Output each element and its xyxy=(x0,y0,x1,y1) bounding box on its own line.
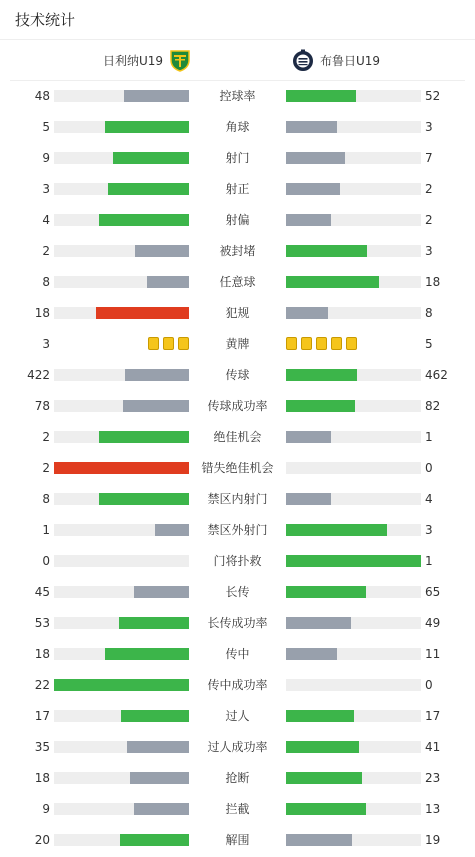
away-stat-value: 0 xyxy=(425,461,433,475)
stat-row xyxy=(0,81,475,112)
away-stat-bar-fill xyxy=(286,772,362,784)
stat-label: 传中成功率 xyxy=(207,678,268,692)
home-stat-value: 2 xyxy=(42,244,50,258)
home-stat-value: 2 xyxy=(42,430,50,444)
away-stat-bar xyxy=(286,121,421,133)
home-stat-bar xyxy=(54,276,189,288)
stat-label: 错失绝佳机会 xyxy=(201,461,274,475)
away-stat-bar xyxy=(286,214,421,226)
yellow-card-icon xyxy=(331,337,342,350)
home-stat-value: 9 xyxy=(42,151,50,165)
away-stat-bar xyxy=(286,617,421,629)
away-stat-bar xyxy=(286,586,421,598)
away-stat-value: 1 xyxy=(425,554,433,568)
stat-label: 犯规 xyxy=(225,306,250,320)
stat-row xyxy=(0,577,475,608)
away-stat-value: 49 xyxy=(425,616,441,630)
stat-label: 禁区外射门 xyxy=(207,523,268,537)
away-stat-bar-fill xyxy=(286,493,331,505)
stat-row xyxy=(0,143,475,174)
yellow-card-icon xyxy=(346,337,357,350)
home-stat-bar-fill xyxy=(124,90,189,102)
stat-row xyxy=(0,360,475,391)
away-stat-bar xyxy=(286,834,421,846)
home-stat-bar xyxy=(54,710,189,722)
stat-label: 长传 xyxy=(225,585,250,599)
stat-label: 控球率 xyxy=(219,89,256,103)
away-stat-bar xyxy=(286,648,421,660)
home-stat-value: 18 xyxy=(34,306,50,320)
away-stat-bar xyxy=(286,679,421,691)
stat-row xyxy=(0,639,475,670)
home-team[interactable] xyxy=(103,40,191,80)
stat-label: 射正 xyxy=(225,182,250,196)
away-stat-bar-fill xyxy=(286,400,355,412)
stat-label: 被封堵 xyxy=(219,244,256,258)
home-stat-bar xyxy=(54,648,189,660)
away-stat-bar-fill xyxy=(286,524,387,536)
yellow-card-icon xyxy=(178,337,189,350)
stat-label: 角球 xyxy=(225,120,250,134)
home-stat-bar xyxy=(54,772,189,784)
home-stat-bar-fill xyxy=(123,400,189,412)
home-stat-bar-fill xyxy=(121,710,189,722)
stat-row xyxy=(0,484,475,515)
away-stat-value: 41 xyxy=(425,740,441,754)
away-stat-bar-fill xyxy=(286,617,351,629)
yellow-card-icon xyxy=(286,337,297,350)
home-stat-bar-fill xyxy=(134,586,189,598)
stat-label: 射偏 xyxy=(225,213,250,227)
home-stat-value: 18 xyxy=(34,647,50,661)
away-stat-bar-fill xyxy=(286,648,337,660)
section-header xyxy=(0,0,475,40)
away-stat-bar xyxy=(286,276,421,288)
away-stat-value: 3 xyxy=(425,523,433,537)
away-stat-value: 19 xyxy=(425,833,441,847)
home-stat-value: 53 xyxy=(34,616,50,630)
stat-row xyxy=(0,763,475,794)
away-stat-bar xyxy=(286,803,421,815)
stat-label: 绝佳机会 xyxy=(213,430,262,444)
away-team-name: 布鲁日U19 xyxy=(320,53,381,68)
home-team-name: 日利纳U19 xyxy=(103,53,164,68)
home-stat-bar-fill xyxy=(99,431,189,443)
home-stat-value: 422 xyxy=(27,368,50,382)
home-stat-bar xyxy=(54,462,189,474)
home-stat-value: 17 xyxy=(34,709,50,723)
away-stat-value: 1 xyxy=(425,430,433,444)
home-stat-bar xyxy=(54,121,189,133)
away-stat-value: 11 xyxy=(425,647,441,661)
away-stat-bar xyxy=(286,524,421,536)
away-stat-bar-fill xyxy=(286,214,331,226)
home-stat-value: 22 xyxy=(34,678,50,692)
stat-label: 禁区内射门 xyxy=(207,492,268,506)
home-stat-value: 48 xyxy=(34,89,50,103)
home-stat-bar xyxy=(54,245,189,257)
stat-label: 门将扑救 xyxy=(213,554,262,568)
away-stat-bar-fill xyxy=(286,90,356,102)
stat-row xyxy=(0,174,475,205)
away-stat-bar xyxy=(286,493,421,505)
away-stat-bar-fill xyxy=(286,803,366,815)
home-stat-bar xyxy=(54,90,189,102)
stat-label: 解围 xyxy=(225,833,250,847)
home-stat-value: 8 xyxy=(42,275,50,289)
away-stat-value: 23 xyxy=(425,771,441,785)
away-stat-value: 5 xyxy=(425,337,433,351)
home-stat-bar xyxy=(54,214,189,226)
away-stat-value: 7 xyxy=(425,151,433,165)
home-stat-value: 1 xyxy=(42,523,50,537)
zilina-crest-icon xyxy=(169,48,191,72)
away-stat-value: 82 xyxy=(425,399,441,413)
stat-row xyxy=(0,701,475,732)
away-stat-bar-fill xyxy=(286,555,421,567)
stat-row xyxy=(0,391,475,422)
away-stat-value: 3 xyxy=(425,244,433,258)
home-stat-bar-fill xyxy=(119,617,189,629)
home-stat-bar-fill xyxy=(125,369,189,381)
home-stat-value: 4 xyxy=(42,213,50,227)
home-stat-value: 18 xyxy=(34,771,50,785)
away-stat-value: 13 xyxy=(425,802,441,816)
home-stat-value: 0 xyxy=(42,554,50,568)
home-stat-bar xyxy=(54,400,189,412)
home-stat-bar xyxy=(54,555,189,567)
away-stat-bar-fill xyxy=(286,710,354,722)
away-stat-bar xyxy=(286,90,421,102)
stat-label: 传球成功率 xyxy=(207,399,268,413)
away-stat-bar-fill xyxy=(286,152,345,164)
home-stat-value: 3 xyxy=(42,337,50,351)
away-stat-bar xyxy=(286,245,421,257)
away-stat-value: 2 xyxy=(425,213,433,227)
away-stat-bar xyxy=(286,772,421,784)
home-stat-bar xyxy=(54,617,189,629)
stat-row xyxy=(0,825,475,856)
away-stat-bar xyxy=(286,400,421,412)
away-stat-bar xyxy=(286,307,421,319)
away-stat-value: 0 xyxy=(425,678,433,692)
away-stat-bar-fill xyxy=(286,183,340,195)
stat-row xyxy=(0,267,475,298)
yellow-card-icon xyxy=(316,337,327,350)
stat-row xyxy=(0,329,475,360)
home-stat-value: 20 xyxy=(34,833,50,847)
away-stat-bar xyxy=(286,431,421,443)
home-stat-bar xyxy=(54,834,189,846)
stat-row xyxy=(0,546,475,577)
home-stat-bar-fill xyxy=(105,121,189,133)
home-stat-bar-fill xyxy=(134,803,189,815)
stat-row xyxy=(0,515,475,546)
away-stat-bar-fill xyxy=(286,431,331,443)
home-stat-value: 35 xyxy=(34,740,50,754)
stat-label: 传球 xyxy=(225,368,250,382)
home-stat-bar-fill xyxy=(155,524,189,536)
away-stat-bar xyxy=(286,741,421,753)
home-stat-value: 45 xyxy=(34,585,50,599)
away-stat-bar xyxy=(286,369,421,381)
stat-row xyxy=(0,112,475,143)
home-stat-bar-fill xyxy=(99,214,189,226)
stat-row xyxy=(0,236,475,267)
away-stat-bar xyxy=(286,462,421,474)
away-stat-value: 52 xyxy=(425,89,441,103)
home-stat-bar xyxy=(54,369,189,381)
home-stat-value: 5 xyxy=(42,120,50,134)
away-stat-bar-fill xyxy=(286,121,337,133)
home-stat-bar-fill xyxy=(120,834,189,846)
brugge-crest-icon xyxy=(292,48,314,72)
stat-row xyxy=(0,422,475,453)
away-stat-bar xyxy=(286,152,421,164)
away-stat-bar xyxy=(286,555,421,567)
home-stat-bar-fill xyxy=(105,648,189,660)
home-stat-value: 9 xyxy=(42,802,50,816)
away-stat-value: 2 xyxy=(425,182,433,196)
away-stat-bar-fill xyxy=(286,741,359,753)
home-stat-bar xyxy=(54,741,189,753)
away-stat-value: 3 xyxy=(425,120,433,134)
stat-row xyxy=(0,608,475,639)
away-stat-value: 65 xyxy=(425,585,441,599)
home-stat-bar-fill xyxy=(96,307,189,319)
away-team[interactable] xyxy=(292,40,380,80)
yellow-card-icon xyxy=(148,337,159,350)
home-stat-value: 8 xyxy=(42,492,50,506)
home-stat-bar-fill xyxy=(127,741,189,753)
home-stat-bar xyxy=(54,803,189,815)
section-title: 技术统计 xyxy=(15,11,76,29)
home-stat-bar-fill xyxy=(113,152,189,164)
teams-header xyxy=(10,40,465,81)
stat-row xyxy=(0,670,475,701)
yellow-card-icon xyxy=(301,337,312,350)
away-stat-value: 8 xyxy=(425,306,433,320)
stat-label: 抢断 xyxy=(225,771,250,785)
away-stat-bar-fill xyxy=(286,307,328,319)
home-stat-bar xyxy=(54,183,189,195)
home-stat-bar-fill xyxy=(99,493,189,505)
away-stat-bar xyxy=(286,710,421,722)
stat-label: 过人成功率 xyxy=(207,740,268,754)
stat-label: 射门 xyxy=(225,151,250,165)
home-stat-bar xyxy=(54,431,189,443)
home-stat-bar-fill xyxy=(147,276,189,288)
away-stat-value: 18 xyxy=(425,275,441,289)
stat-row xyxy=(0,453,475,484)
home-stat-value: 2 xyxy=(42,461,50,475)
home-stat-bar-fill xyxy=(135,245,189,257)
stat-label: 传中 xyxy=(225,647,250,661)
away-stat-bar-fill xyxy=(286,369,357,381)
stat-label: 过人 xyxy=(225,709,250,723)
away-stat-value: 17 xyxy=(425,709,441,723)
home-yellow-cards xyxy=(148,337,189,351)
stat-label: 任意球 xyxy=(219,275,256,289)
home-stat-bar xyxy=(54,152,189,164)
home-stat-bar xyxy=(54,679,189,691)
stat-label: 长传成功率 xyxy=(207,616,268,630)
away-stat-bar-fill xyxy=(286,834,352,846)
stat-row xyxy=(0,732,475,763)
stat-row xyxy=(0,205,475,236)
home-stat-bar xyxy=(54,586,189,598)
home-stat-bar-fill xyxy=(54,679,189,691)
home-stat-bar xyxy=(54,307,189,319)
away-stat-value: 462 xyxy=(425,368,448,382)
stat-row xyxy=(0,298,475,329)
away-stat-value: 4 xyxy=(425,492,433,506)
yellow-card-icon xyxy=(163,337,174,350)
home-stat-bar-fill xyxy=(108,183,189,195)
home-stat-value: 78 xyxy=(34,399,50,413)
away-stat-bar-fill xyxy=(286,245,367,257)
home-stat-value: 3 xyxy=(42,182,50,196)
home-stat-bar-fill xyxy=(54,462,189,474)
away-stat-bar xyxy=(286,183,421,195)
stat-row xyxy=(0,794,475,825)
stat-label: 拦截 xyxy=(225,802,250,816)
stat-label: 黄牌 xyxy=(225,337,250,351)
home-stat-bar xyxy=(54,524,189,536)
away-yellow-cards xyxy=(286,337,357,351)
home-stat-bar-fill xyxy=(130,772,189,784)
home-stat-bar xyxy=(54,493,189,505)
away-stat-bar-fill xyxy=(286,276,379,288)
away-stat-bar-fill xyxy=(286,586,366,598)
